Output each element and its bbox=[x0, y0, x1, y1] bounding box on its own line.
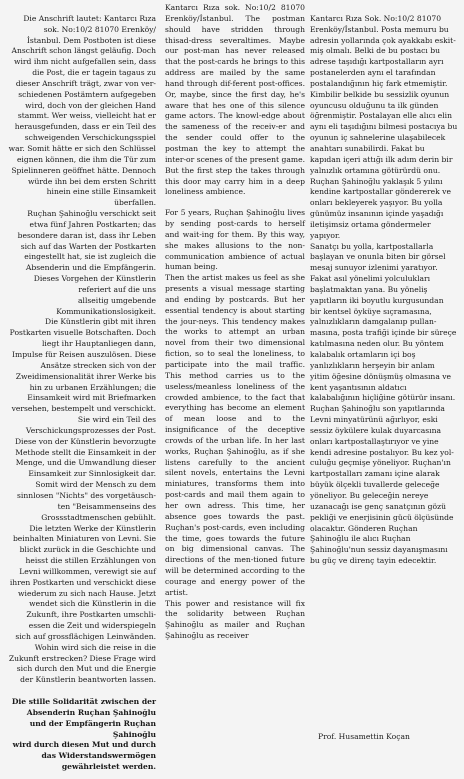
english-paragraph-1: Kantarcı Rıza sok. No:10/2 81070 Erenköy/İstanbul. The postman should have stridden through thisad-dress severaltimes. Maybe our post-man has never released that the post-cards he brings to this address are mailed by the same hand through dif-ferent post-offices. Or, maybe, since the first day, he's aware that hes one of this silence game actors. The knowl-edge about the sameness of the receiv-er and the sender could offer to the postman the key to attempt the inter-or scenes of the present game. But the first step the takes through this door may carry him in a deep loneliness ambience. bbox=[165, 3, 305, 197]
author-signature: Prof. Husamettin Koçan bbox=[318, 732, 410, 741]
english-paragraph-4: This power and resistance will fix the solidarity between Ruçhan Şahinoğlu as mailer and Ruçhan Şahinoğlu as receiver bbox=[165, 598, 305, 641]
english-paragraph-3: Then the artist makes us feel as she presents a visual message starting and ending by postcards. But her essential tendency is about starting the jour-neys. This tendency makes the works to attempt an urban novel from their two dimensional fiction, so to seal the loneliness, to participate into the mail traffic. This method carries us to the useless/meanless loneliness of the crowded ambience, to the fact that everything has become an element of mean loose and to the insignificance of the deceptive crowds of the urban life. In her last works, Ruçhan Şahinoğlu, as if she listens carefully to the ancient silent novels, entertains the Levni miniatures, transforms them into post-cards and mail them again to her own adress. This time, her absence goes towards the past. Ruçhan's post-cards, even including the time, goes towards the future on big dimensional canvas. The directions of the men-tioned future will be determined according to the courage and energy power of the artist. bbox=[165, 273, 305, 597]
turkish-column bbox=[310, 3, 458, 578]
german-closing-text: Die stille Solidarität zwischen der Absenderin Ruçhan Şahinoğlu und der Empfängerin Ruçhan Şahinoğlu wird durch diesen Mut und durch das Widerstandswermögen gewährleistet werden. bbox=[11, 697, 156, 772]
english-column bbox=[165, 3, 305, 642]
turkish-body-text: Kantarcı Rıza Sok. No:10/2 81070 Erenköy/İstanbul. Posta memuru bu adresin yollarında çok ayakkabı eskit- miş olmalı. Belki de bu postacı bu adrese taşıdığı kartpostalların ayrı postanelerden aynı el tarafından postalandığının hiç fark etmemiştir. Kimbilir belkide bu sessizlik oyunun oyuncusu olduğunu ta ilk günden öğrenmiştir. Postalayan elle alıcı elin aynı eli taşıdığını bilmesi postacıya bu oyunun iç sahnelerine ulaşabilecek anahtarı sunabilirdi. Fakat bu kapıdan içeri attığı ilk adım derin bir yalnızlık ortamına götürürdü onu. Ruçhan Şahinoğlu yaklaşık 5 yılını kendine kartpostallar göndererek ve onları bekleyerek yaşıyor. Bu yolla günümüz insanının içinde yaşadığı iletişimsiz ortama göndermeler yapıyor. Sanatçı bu yolla, kartpostallarla başlayan ve onunla biten bir görsel mesaj sunuyor izlenimi yaratıyor. Fakat asıl yönelimi yolculukları başlatmaktan yana. Bu yöneliş yapıtların iki boyutlu kurgusundan bir kentsel öyküye sıçramasına, yalnızlıkların damgalanıp pullan- masına, posta trafiği içinde bir süreçe katılmasına neden olur. Bu yöntem kalabalık ortamların içi boş yanlızlıkların herşeyin bir anlam yitim öğesine dönüşmüş olmasına ve kent yaşantısının aldatıcı kalabalığının hiçliğine götürür insanı. Ruçhan Şahinoğlu son yapıtlarında Levni minyatürünü ağırlıyor, eski sessiz öykülere kulak duyarcasına onları kartpostallaştırıyor ve yine kendi adresine postalıyor. Bu kez yol- culuğu geçmişe yöneliyor. Ruçhan'ın kartpostalları zamanı içine alarak büyük ölçekli tuvallerde geleceğe yöneliyor. Bu geleceğin nereye uzanacağı ise genç sanatçının gözü pekliği ve enerjisinin gücü ölçüsünde olacaktır. Gönderen Ruçhan Şahinoğlu ile alıcı Ruçhan Şahinoğlu'nun sessiz dayanışmasını bu güç ve direnç tayin edecektir. bbox=[310, 13, 458, 566]
paragraph-spacer bbox=[165, 198, 305, 208]
german-body-text: Die Anschrift lautet: Kantarcı Rıza sok. No:10/2 81070 Erenköy/ İstanbul. Dem Postboten ist diese Anschrift schon längst geläufig. Doch wird ihm nicht aufgefallen sein, dass die Post, die er tagein tagaus zu dieser Anschrift trägt, zwar von ver- schiedenen Postämtern aufgegeben wird, doch von der gleichen Hand stammt. Wer weiss, vielleicht hat er herausgefunden, dass er ein Teil des schweigenden Verschickungsspiel war. Somit hätte er sich den Schlüssel eignen können, die ihm die Tür zum Spielinneren geöffnet hätte. Dennoch würde ihn bei dem ersten Schritt hinein eine stille Einsamkeit überfallen. Ruçhan Şahinoğlu verschickt seit etwa fünf Jahren Postkarten; das besondere daran ist, dass ihr Leben sich auf das Warten der Postkarten eingestellt hat, sie ist zugleich die Absenderin und die Empfängerin. Dieses Vorgehen der Künstlerin referiert auf die uns allseitig umgebende Kommunikationslosigkeit. Die Künstlerin gibt mit ihren Postkarten visuelle Botschaften. Doch liegt ihr Hauptanliegen dann, Impulse für Reisen auszulösen. Diese Ansätze strecken sich von der Zweidimensionalität ihrer Werke bis hin zu urbanen Erzählungen; die Einsamkeit wird mit Briefmarken versehen, bestempelt und verschickt. Sie wird ein Teil des Verschickungsprozesses der Post. Diese von der Künstlerin bevorzugte Methode stellt die Einsamkeit in der Menge, und die Umwandlung dieser Einsamkeit zur Sinnlosigkeit dar. Somit wird der Mensch zu dem sinnlosen "Nichts" des vorgetäusch- ten "Beisammenseins des Grossstadtmenschen gebühlt. Die letzten Werke der Künstlerin beinhalten Miniaturen von Levni. Sie blickt zurück in die Geschichte und heisst die stillen Erzählungen von Levni willkommen, verewigt sie auf ihren Postkarten und verschickt diese wiederum zu sich nach Hause. Jetzt wendet sich die Künstlerin in die Zukunft, ihre Postkarten umschli- essen die Zeit und widerspiegeln sich auf grossflächigen Leinwänden. Wohin wird sich die reise in die Zukunft erstrecken? Diese Frage wird sich durch den Mut und die Energie der Künstlerin beantworten lassen. bbox=[8, 13, 156, 685]
german-column bbox=[6, 3, 156, 779]
english-paragraph-2: For 5 years, Ruçhan Şahinoğlu lives by sending post-cards to herself and wait-ing for them. By this way, she makes allusions to the non-communication ambience of actual human being. bbox=[165, 208, 305, 272]
